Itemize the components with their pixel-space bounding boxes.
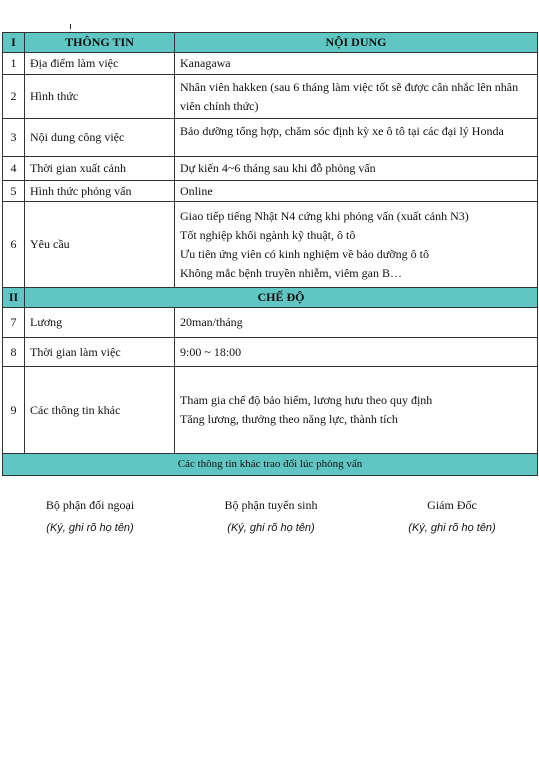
- row-content: [175, 181, 538, 202]
- row-content: [175, 202, 538, 288]
- header-col-info: THÔNG TIN: [25, 33, 175, 53]
- row-label: Hình thức: [25, 75, 175, 119]
- row-content: [175, 53, 538, 75]
- content-line: Không mắc bệnh truyền nhiễm, viêm gan B…: [180, 265, 402, 280]
- row-label: Nội dung công việc: [25, 119, 175, 157]
- row-content: [175, 75, 538, 119]
- row-number: 9: [3, 367, 25, 454]
- margin-tick: [70, 24, 71, 29]
- content-line: Giao tiếp tiếng Nhật N4 cứng khi phỏng vấn (xuất cảnh N3): [180, 208, 469, 223]
- signature-note: (Ký, ghi rõ họ tên): [227, 522, 315, 534]
- section1-index: I: [3, 33, 25, 53]
- content-line: Kanagawa: [180, 56, 231, 70]
- row-content: [175, 367, 538, 454]
- content-line: Online: [180, 183, 213, 198]
- row-content: [175, 338, 538, 367]
- signature-note: (Ký, ghi rõ họ tên): [408, 522, 496, 534]
- footer-note-row: [3, 454, 538, 476]
- signature-foreign-affairs: [0, 498, 180, 534]
- content-line: Nhân viên hakken (sau 6 tháng làm việc tốt sẽ được cân nhắc lên nhân viên chính thức): [180, 79, 519, 113]
- table-row: [3, 202, 538, 288]
- row-number: 1: [3, 53, 25, 75]
- table-row: [3, 338, 538, 367]
- header-col-content: NỘI DUNG: [175, 33, 538, 53]
- row-number: 6: [3, 202, 25, 288]
- row-content: [175, 157, 538, 181]
- content-line: Bảo dưỡng tổng hợp, chăm sóc định kỳ xe ô tô tại các đại lý Honda: [180, 124, 504, 138]
- signature-director: [362, 498, 539, 534]
- content-line: Tham gia chế độ bảo hiểm, lương hưu theo quy định: [180, 393, 433, 407]
- row-label: Lương: [25, 308, 175, 338]
- content-line: 9:00 ~ 18:00: [180, 344, 242, 359]
- table-row: [3, 157, 538, 181]
- row-label: Các thông tin khác: [25, 367, 175, 454]
- table-row: [3, 75, 538, 119]
- section2-header-row: [3, 288, 538, 308]
- section2-title: CHẾ ĐỘ: [25, 288, 538, 308]
- footer-note: Các thông tin khác trao đổi lúc phỏng vấn: [3, 454, 538, 476]
- signature-recruitment: [181, 498, 361, 534]
- signature-title: Bộ phận tuyển sinh: [224, 498, 318, 512]
- section2-index: II: [3, 288, 25, 308]
- row-label: Hình thức phỏng vấn: [25, 181, 175, 202]
- table-row: [3, 181, 538, 202]
- table-row: [3, 308, 538, 338]
- content-line: 20man/tháng: [180, 315, 243, 329]
- table-row: [3, 367, 538, 454]
- row-content: [175, 308, 538, 338]
- row-number: 3: [3, 119, 25, 157]
- row-label: Thời gian làm việc: [25, 338, 175, 367]
- section1-header-row: [3, 33, 538, 53]
- job-info-table: [2, 32, 538, 476]
- content-line: Dự kiến 4~6 tháng sau khi đỗ phỏng vấn: [180, 161, 376, 175]
- content-line: Ưu tiên ứng viên có kinh nghiệm về bảo dưỡng ô tô: [180, 246, 429, 261]
- signature-title: Giám Đốc: [427, 498, 477, 512]
- row-number: 8: [3, 338, 25, 367]
- row-label: Thời gian xuất cảnh: [25, 157, 175, 181]
- content-line: Tăng lương, thưởng theo năng lực, thành tích: [180, 412, 398, 426]
- row-number: 7: [3, 308, 25, 338]
- table-row: [3, 53, 538, 75]
- row-number: 2: [3, 75, 25, 119]
- row-label: Yêu cầu: [25, 202, 175, 288]
- signature-title: Bộ phận đối ngoại: [45, 498, 135, 512]
- signature-note: (Ký, ghi rõ họ tên): [46, 522, 134, 534]
- table-row: [3, 119, 538, 157]
- row-number: 4: [3, 157, 25, 181]
- row-label: Địa điểm làm việc: [25, 53, 175, 75]
- content-line: Tốt nghiệp khối ngành kỹ thuật, ô tô: [180, 227, 356, 242]
- row-number: 5: [3, 181, 25, 202]
- row-content: [175, 119, 538, 157]
